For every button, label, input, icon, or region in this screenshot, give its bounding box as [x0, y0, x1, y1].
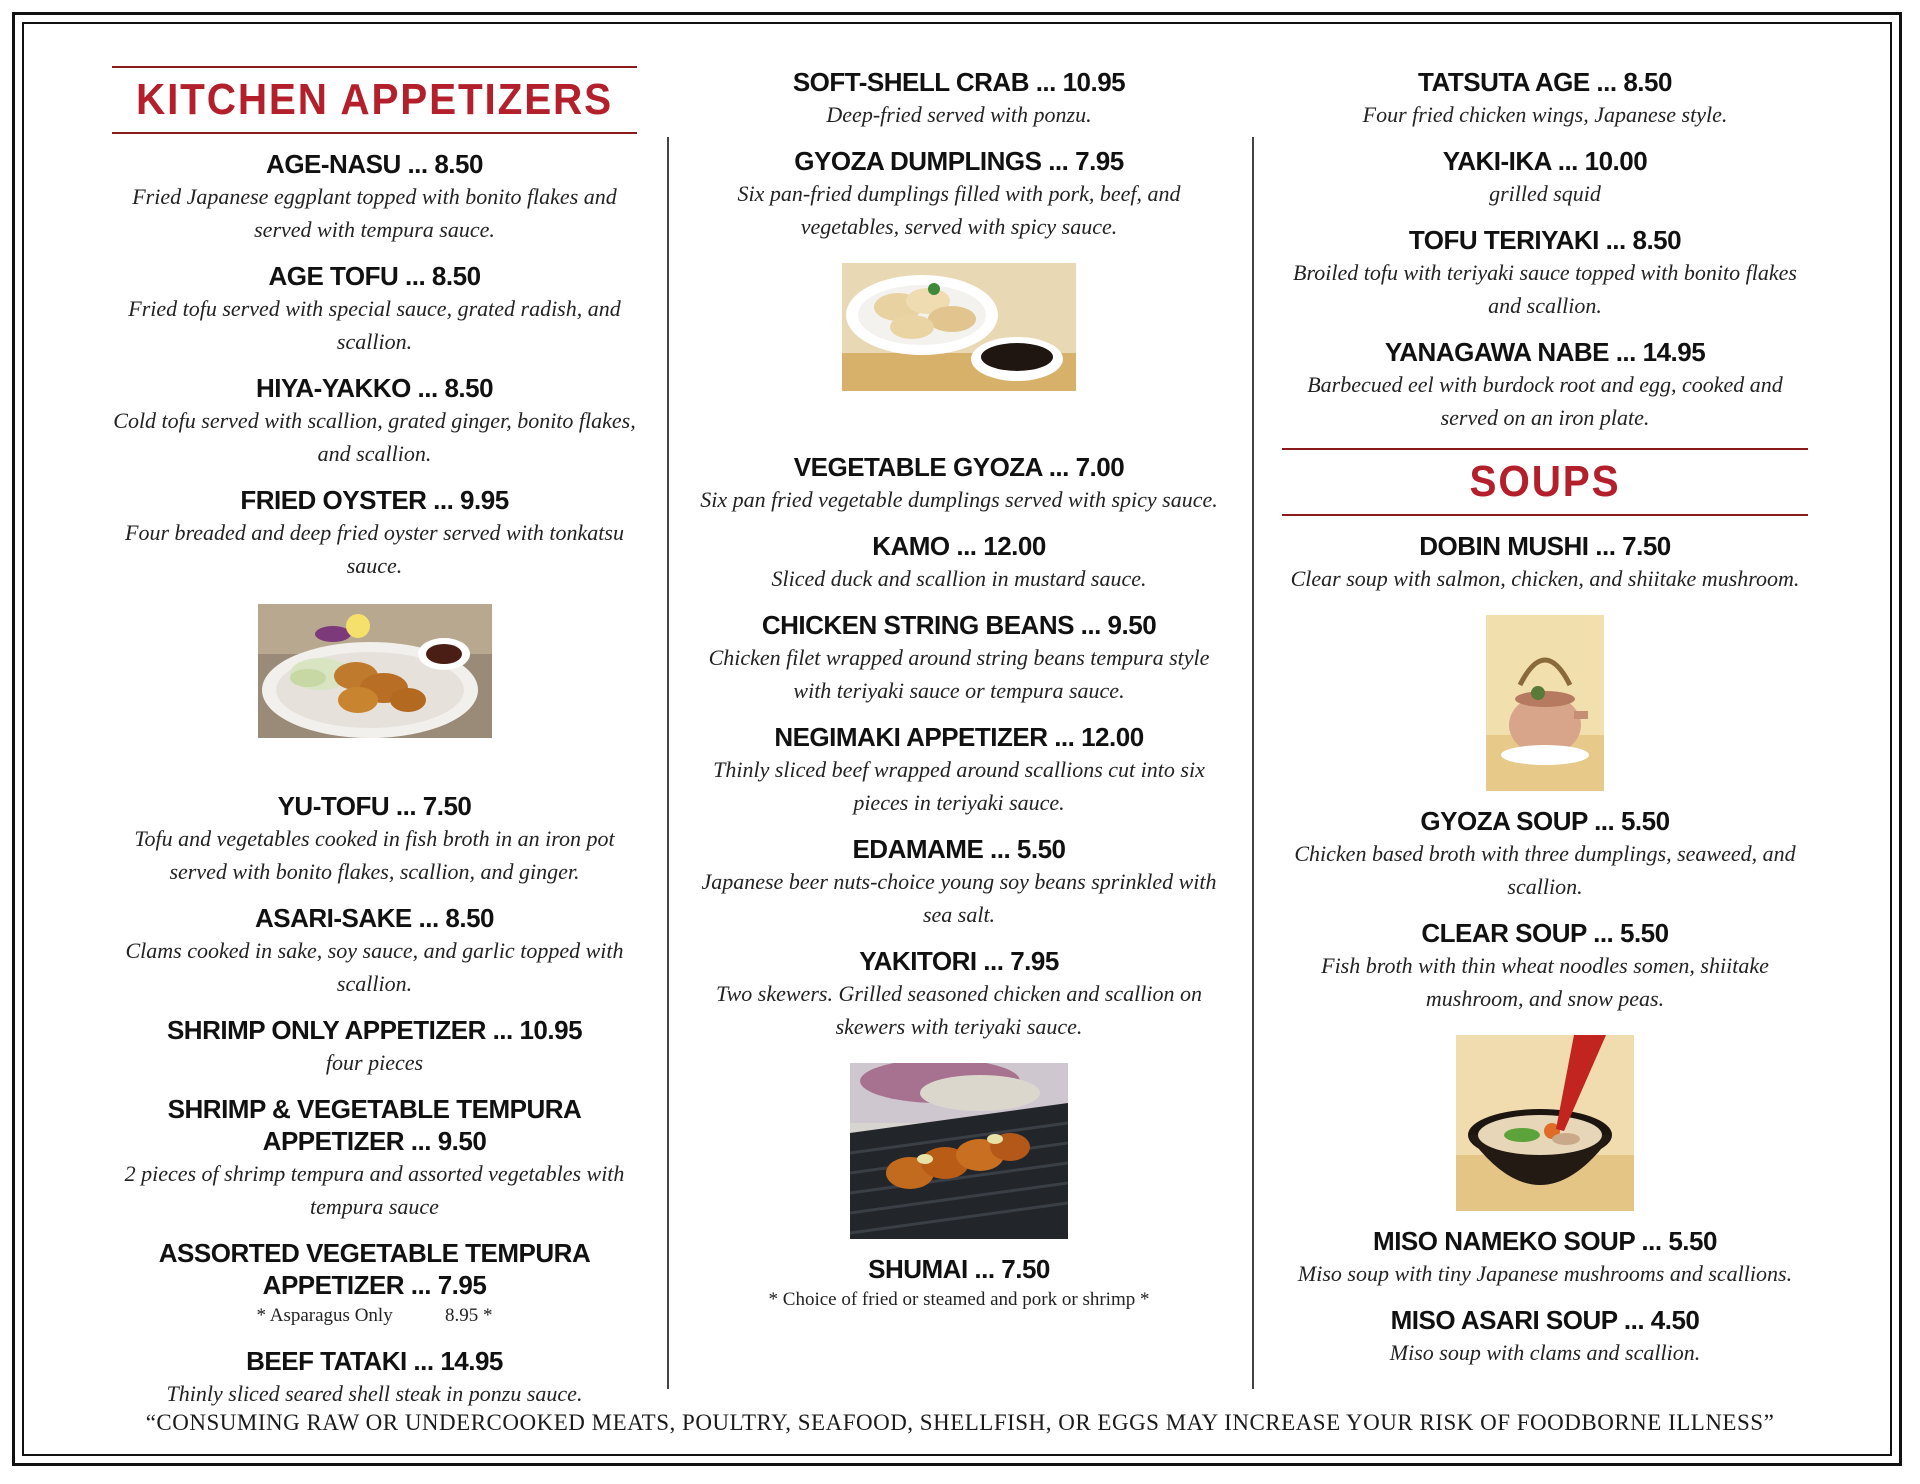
spacer [694, 391, 1224, 437]
menu-item [1282, 66, 1808, 131]
menu-item [112, 1237, 637, 1331]
item-name: KAMO ... 12.00 [872, 531, 1046, 561]
item-description: Broiled tofu with teriyaki sauce topped with bonito flakes and scallion. [1293, 260, 1797, 318]
menu-item [112, 372, 637, 470]
item-list [1282, 530, 1808, 595]
item-name: SOFT-SHELL CRAB ... 10.95 [792, 67, 1126, 97]
dobin-mushi-photo [1486, 615, 1604, 791]
menu-item [694, 530, 1224, 595]
section-rule [112, 132, 637, 134]
column-divider [667, 137, 669, 1389]
item-name: CHICKEN STRING BEANS ... 9.50 [761, 610, 1157, 640]
item-description: Barbecued eel with burdock root and egg, cooked and served on an iron plate. [1307, 372, 1783, 430]
item-description: Six pan-fried dumplings filled with pork, beef, and vegetables, served with spicy sauce. [737, 181, 1181, 239]
item-description: 2 pieces of shrimp tempura and assorted vegetables with tempura sauce [124, 1161, 625, 1219]
item-name: SHUMAI ... 7.50 [868, 1254, 1050, 1284]
health-warning: “CONSUMING RAW OR UNDERCOOKED MEATS, POULTRY, SEAFOOD, SHELLFISH, OR EGGS MAY INCREASE YOUR RISK OF FOODBORNE ILLNESS” [145, 1410, 1775, 1435]
item-name: NEGIMAKI APPETIZER ... 12.00 [774, 722, 1144, 752]
item-name: AGE TOFU ... 8.50 [268, 261, 481, 291]
item-list [694, 451, 1224, 1043]
item-description: Fried tofu served with special sauce, grated radish, and scallion. [128, 296, 621, 354]
menu-item [112, 484, 637, 582]
item-description: Clams cooked in sake, soy sauce, and garlic topped with scallion. [125, 938, 624, 996]
item-name: CLEAR SOUP ... 5.50 [1421, 918, 1669, 948]
menu-item [1282, 1225, 1808, 1290]
item-description: four pieces [325, 1050, 424, 1075]
section-title: SOUPS [1469, 457, 1621, 506]
item-name: YAKI-IKA ... 10.00 [1442, 146, 1648, 176]
item-name: YANAGAWA NABE ... 14.95 [1384, 337, 1706, 367]
item-description: Chicken filet wrapped around string beans tempura style with teriyaki sauce or tempura sauce. [708, 645, 1210, 703]
menu-item [694, 1253, 1224, 1315]
item-description: Deep-fried served with ponzu. [826, 102, 1092, 127]
menu-item [1282, 917, 1808, 1015]
item-name: TATSUTA AGE ... 8.50 [1418, 67, 1672, 97]
column-right [1282, 66, 1808, 1369]
item-name: GYOZA SOUP ... 5.50 [1420, 806, 1670, 836]
item-name: BEEF TATAKI ... 14.95 [246, 1346, 503, 1376]
item-description: grilled squid [1489, 181, 1601, 206]
gyoza-dumplings-photo [842, 263, 1076, 391]
item-description: Thinly sliced beef wrapped around scallions cut into six pieces in teriyaki sauce. [713, 757, 1205, 815]
item-name: YAKITORI ... 7.95 [859, 946, 1059, 976]
menu-item [694, 451, 1224, 516]
menu-item [112, 902, 637, 1000]
item-description: Miso soup with tiny Japanese mushrooms and scallions. [1297, 1261, 1793, 1286]
item-description: Tofu and vegetables cooked in fish broth in an iron pot served with bonito flakes, scallion, and ginger. [134, 826, 615, 884]
item-name: TOFU TERIYAKI ... 8.50 [1408, 225, 1682, 255]
item-name: MISO NAMEKO SOUP ... 5.50 [1373, 1226, 1717, 1256]
item-list [694, 1253, 1224, 1315]
item-name: GYOZA DUMPLINGS ... 7.95 [794, 146, 1124, 176]
menu-item [694, 721, 1224, 819]
item-name: DOBIN MUSHI ... 7.50 [1419, 531, 1671, 561]
item-name: MISO ASARI SOUP ... 4.50 [1390, 1305, 1700, 1335]
menu-item [694, 145, 1224, 243]
menu-item [1282, 145, 1808, 210]
yakitori-photo [850, 1063, 1068, 1239]
section-rule [1282, 514, 1808, 516]
spacer [1282, 434, 1808, 448]
item-description: Miso soup with clams and scallion. [1389, 1340, 1701, 1365]
item-description: Cold tofu served with scallion, grated ginger, bonito flakes, and scallion. [113, 408, 636, 466]
item-list [112, 790, 637, 1410]
item-description: Two skewers. Grilled seasoned chicken and scallion on skewers with teriyaki sauce. [716, 981, 1202, 1039]
item-list [1282, 1225, 1808, 1369]
item-description: Fried Japanese eggplant topped with bonito flakes and served with tempura sauce. [132, 184, 617, 242]
item-name: EDAMAME ... 5.50 [852, 834, 1066, 864]
item-name: YU-TOFU ... 7.50 [277, 791, 472, 821]
item-name: SHRIMP & VEGETABLE TEMPURA APPETIZER ... 9.50 [167, 1094, 582, 1156]
menu-item [1282, 530, 1808, 595]
menu-item [112, 148, 637, 246]
menu-item [1282, 805, 1808, 903]
menu-item [694, 609, 1224, 707]
menu-item [694, 945, 1224, 1043]
spacer [112, 738, 637, 776]
item-name: HIYA-YAKKO ... 8.50 [255, 373, 494, 403]
item-list [1282, 805, 1808, 1015]
item-description: Clear soup with salmon, chicken, and shiitake mushroom. [1290, 566, 1800, 591]
menu-item [112, 260, 637, 358]
column-divider [1252, 137, 1254, 1389]
clear-soup-photo [1456, 1035, 1634, 1211]
menu-item [112, 1093, 637, 1223]
item-description: Fish broth with thin wheat noodles somen, shiitake mushroom, and snow peas. [1321, 953, 1769, 1011]
item-list [112, 148, 637, 582]
column-middle [694, 66, 1224, 1315]
item-description: Thinly sliced seared shell steak in ponzu sauce. [166, 1381, 583, 1406]
menu-item [1282, 336, 1808, 434]
menu-item [1282, 1304, 1808, 1369]
item-name: AGE-NASU ... 8.50 [266, 149, 483, 179]
fried-oyster-photo [258, 604, 492, 738]
item-name: ASARI-SAKE ... 8.50 [254, 903, 494, 933]
item-description: Four fried chicken wings, Japanese style. [1362, 102, 1728, 127]
item-description: Six pan fried vegetable dumplings served with spicy sauce. [700, 487, 1218, 512]
item-description: Chicken based broth with three dumplings, seaweed, and scallion. [1294, 841, 1796, 899]
menu-item [694, 833, 1224, 931]
menu-item [1282, 224, 1808, 322]
menu-item [694, 66, 1224, 131]
item-description: Sliced duck and scallion in mustard sauce. [771, 566, 1147, 591]
item-list [1282, 66, 1808, 434]
item-name: SHRIMP ONLY APPETIZER ... 10.95 [166, 1015, 583, 1045]
item-note: * Asparagus Only 8.95 * [256, 1305, 493, 1326]
item-name: VEGETABLE GYOZA ... 7.00 [793, 452, 1125, 482]
item-description: Japanese beer nuts-choice young soy beans sprinkled with sea salt. [701, 869, 1217, 927]
item-note: * Choice of fried or steamed and pork or shrimp * [768, 1289, 1150, 1310]
menu-item [112, 1345, 637, 1410]
column-kitchen-appetizers [112, 66, 637, 1410]
item-name: FRIED OYSTER ... 9.95 [240, 485, 509, 515]
item-name: ASSORTED VEGETABLE TEMPURA APPETIZER ... 7.95 [158, 1238, 591, 1300]
section-title: KITCHEN APPETIZERS [136, 75, 613, 124]
item-list [694, 66, 1224, 243]
menu-item [112, 1014, 637, 1079]
item-description: Four breaded and deep fried oyster served with tonkatsu sauce. [125, 520, 624, 578]
menu-item [112, 790, 637, 888]
